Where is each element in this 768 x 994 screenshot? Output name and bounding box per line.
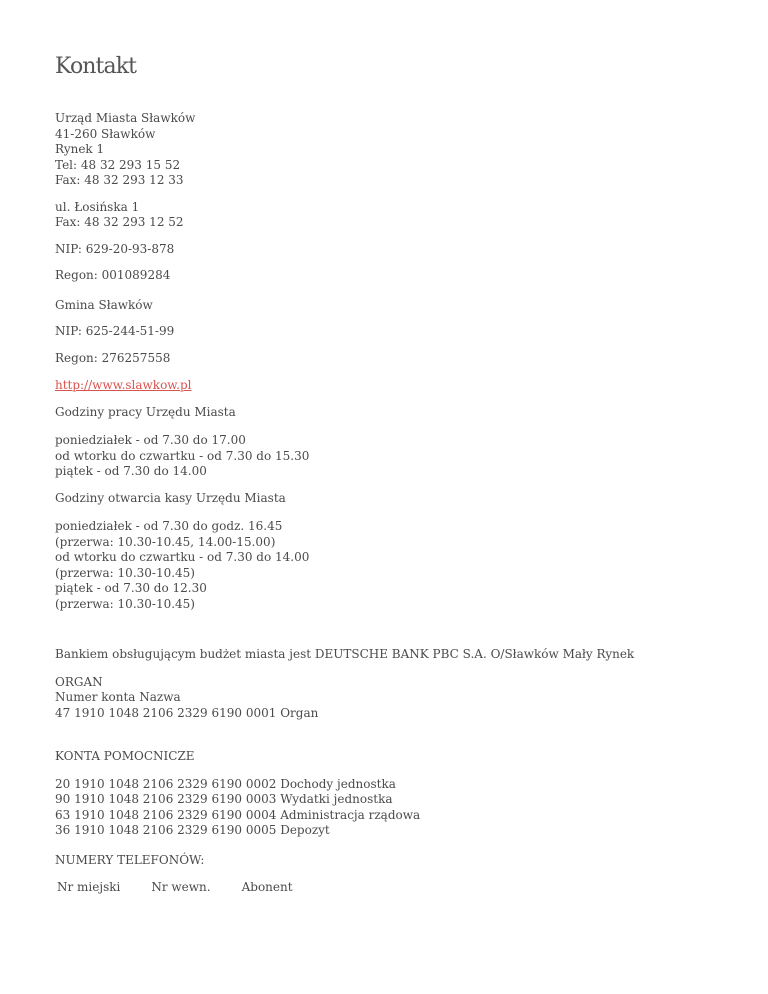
working-hours-list [55, 433, 745, 480]
office-postal: 41-260 Sławków [55, 126, 156, 141]
office-regon: Regon: 001089284 [55, 268, 171, 282]
bank-info: Bankiem obsługującym budżet miasta jest DEUTSCHE BANK PBC S.A. O/Sławków Mały Rynek [55, 647, 635, 661]
office-name: Urząd Miasta Sławków [55, 111, 196, 125]
cashier-hours-list [55, 519, 745, 612]
office-nip: NIP: 629-20-93-878 [55, 241, 175, 256]
auxiliary-accounts-list [55, 777, 745, 839]
office-address [55, 111, 745, 189]
cashier-hours-line: (przerwa: 10.30-10.45) [55, 565, 195, 580]
working-hours-line: piątek - od 7.30 do 14.00 [55, 464, 207, 478]
second-address [55, 200, 745, 231]
website-link[interactable]: http://www.slawkow.pl [55, 378, 192, 392]
working-hours-heading: Godziny pracy Urzędu Miasta [55, 404, 236, 419]
phones-table [57, 880, 324, 896]
gmina-nip: NIP: 625-244-51-99 [55, 324, 175, 338]
organ-heading: ORGAN [55, 674, 103, 689]
gmina-name: Gmina Sławków [55, 297, 153, 312]
organ-account [55, 675, 745, 722]
organ-columns: Numer konta Nazwa [55, 690, 181, 704]
gmina-regon: Regon: 276257558 [55, 350, 171, 365]
cashier-hours-line: poniedziałek - od 7.30 do godz. 16.45 [55, 519, 283, 533]
website-paragraph [55, 378, 745, 394]
phones-heading: NUMERY TELEFONÓW: [55, 852, 205, 867]
auxiliary-accounts-heading: KONTA POMOCNICZE [55, 749, 195, 763]
cashier-hours-heading: Godziny otwarcia kasy Urzędu Miasta [55, 490, 286, 505]
phones-col-subscriber: Abonent [241, 880, 293, 894]
office-street: Rynek 1 [55, 142, 105, 156]
contact-content [55, 111, 745, 896]
phones-header-row [57, 880, 324, 896]
auxiliary-account: 90 1910 1048 2106 2329 6190 0003 Wydatki jednostka [55, 792, 393, 806]
auxiliary-account: 20 1910 1048 2106 2329 6190 0002 Dochody jednostka [55, 776, 396, 791]
office-tel: Tel: 48 32 293 15 52 [55, 157, 181, 172]
second-address-street: ul. Łosińska 1 [55, 199, 140, 214]
phones-col-city-number: Nr miejski [57, 880, 121, 894]
phones-col-extension: Nr wewn. [151, 880, 211, 894]
cashier-hours-line: (przerwa: 10.30-10.45) [55, 596, 195, 611]
working-hours-line: od wtorku do czwartku - od 7.30 do 15.30 [55, 448, 310, 463]
page-title: Kontakt [55, 54, 137, 79]
cashier-hours-line: piątek - od 7.30 do 12.30 [55, 581, 207, 595]
working-hours-line: poniedziałek - od 7.30 do 17.00 [55, 433, 246, 447]
cashier-hours-line: (przerwa: 10.30-10.45, 14.00-15.00) [55, 534, 276, 549]
office-fax: Fax: 48 32 293 12 33 [55, 173, 184, 187]
auxiliary-account: 63 1910 1048 2106 2329 6190 0004 Administracja rządowa [55, 807, 421, 822]
cashier-hours-line: od wtorku do czwartku - od 7.30 do 14.00 [55, 550, 310, 564]
auxiliary-account: 36 1910 1048 2106 2329 6190 0005 Depozyt [55, 823, 330, 837]
organ-account-number: 47 1910 1048 2106 2329 6190 0001 Organ [55, 705, 319, 720]
second-address-fax: Fax: 48 32 293 12 52 [55, 215, 184, 229]
